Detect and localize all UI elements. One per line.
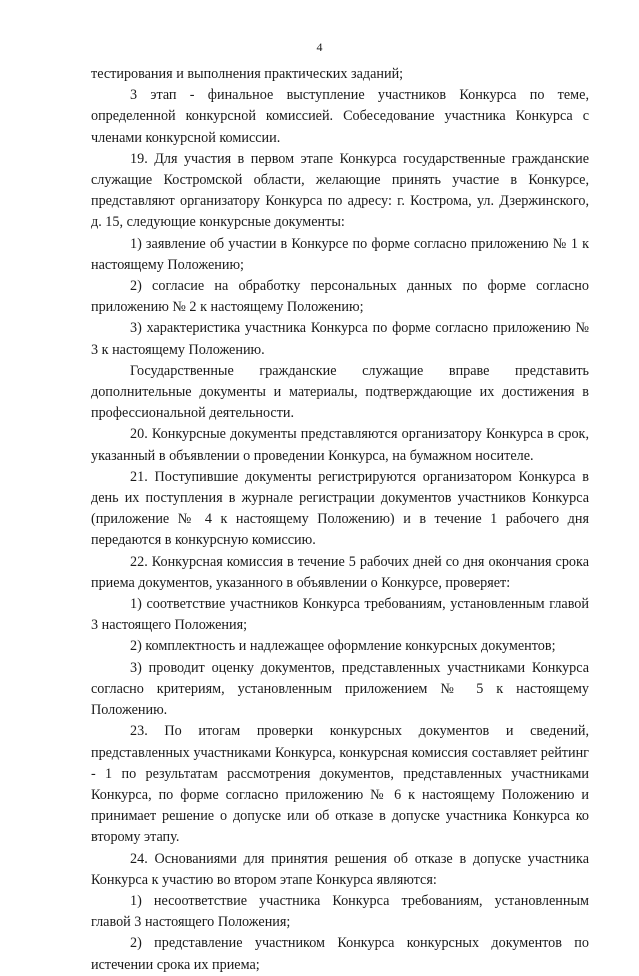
paragraph-continuation: тестирования и выполнения практических заданий;	[91, 66, 404, 82]
list-item-24-2: 2) представление участником Конкурса конкурсных документов по истечении срока их приема;	[91, 935, 589, 973]
paragraph-stage-3: 3 этап - финальное выступление участников Конкурса по теме, определенной конкурсной комиссией. Собеседование участника Конкурса с членами конкурсной комиссии.	[91, 87, 589, 146]
paragraph-clause-23: 23. По итогам проверки конкурсных документов и сведений, представленных участниками Конкурса, конкурсная комиссия составляет рейтинг - 1 по результатам рассмотрения документов, представленных участниками Конкурса, по форме согласно приложению № 6 к настоящему Положению и принимает решение о допуске или об отказе в допуске участника Конкурса ко второму этапу.	[91, 723, 589, 846]
page-number: 4	[316, 40, 323, 54]
paragraph-clause-20: 20. Конкурсные документы представляются организатору Конкурса в срок, указанный в объявлении о проведении Конкурса, на бумажном носителе.	[91, 426, 589, 464]
list-item-19-3: 3) характеристика участника Конкурса по форме согласно приложению № 3 к настоящему Положению.	[91, 320, 589, 358]
document-body	[91, 64, 589, 976]
list-item-19-1: 1) заявление об участии в Конкурсе по форме согласно приложению № 1 к настоящему Положению;	[91, 235, 589, 273]
paragraph-clause-22: 22. Конкурсная комиссия в течение 5 рабочих дней со дня окончания срока приема документов, указанного в объявлении о Конкурсе, проверяет:	[91, 553, 589, 591]
paragraph-additional-documents: Государственные гражданские служащие вправе представить дополнительные документы и материалы, подтверждающие их достижения в профессиональной деятельности.	[91, 362, 589, 422]
list-item-22-1: 1) соответствие участников Конкурса требованиям, установленным главой 3 настоящего Положения;	[91, 596, 589, 634]
list-item-22-2: 2) комплектность и надлежащее оформление конкурсных документов;	[130, 638, 556, 655]
paragraph-clause-21: 21. Поступившие документы регистрируются организатором Конкурса в день их поступления в журнале регистрации документов участников Конкурса (приложение № 4 к настоящему Положению) и в течение 1 рабочего дня передаются в конкурсную комиссию.	[91, 468, 589, 549]
paragraph-clause-24: 24. Основаниями для принятия решения об отказе в допуске участника Конкурса к участию во втором этапе Конкурса являются:	[91, 850, 589, 888]
list-item-19-2: 2) согласие на обработку персональных данных по форме согласно приложению № 2 к настоящему Положению;	[91, 278, 589, 316]
paragraph-clause-19: 19. Для участия в первом этапе Конкурса государственные гражданские служащие Костромской области, желающие принять участие в Конкурсе, представляют организатору Конкурса по адресу: г. Кострома, ул. Дзержинского, д. 15, следующие конкурсные документы:	[91, 150, 589, 231]
list-item-24-1: 1) несоответствие участника Конкурса требованиям, установленным главой 3 настоящего Положения;	[91, 892, 589, 931]
list-item-22-3: 3) проводит оценку документов, представленных участниками Конкурса согласно критериям, установленным приложением № 5 к настоящему Положению.	[91, 659, 589, 719]
